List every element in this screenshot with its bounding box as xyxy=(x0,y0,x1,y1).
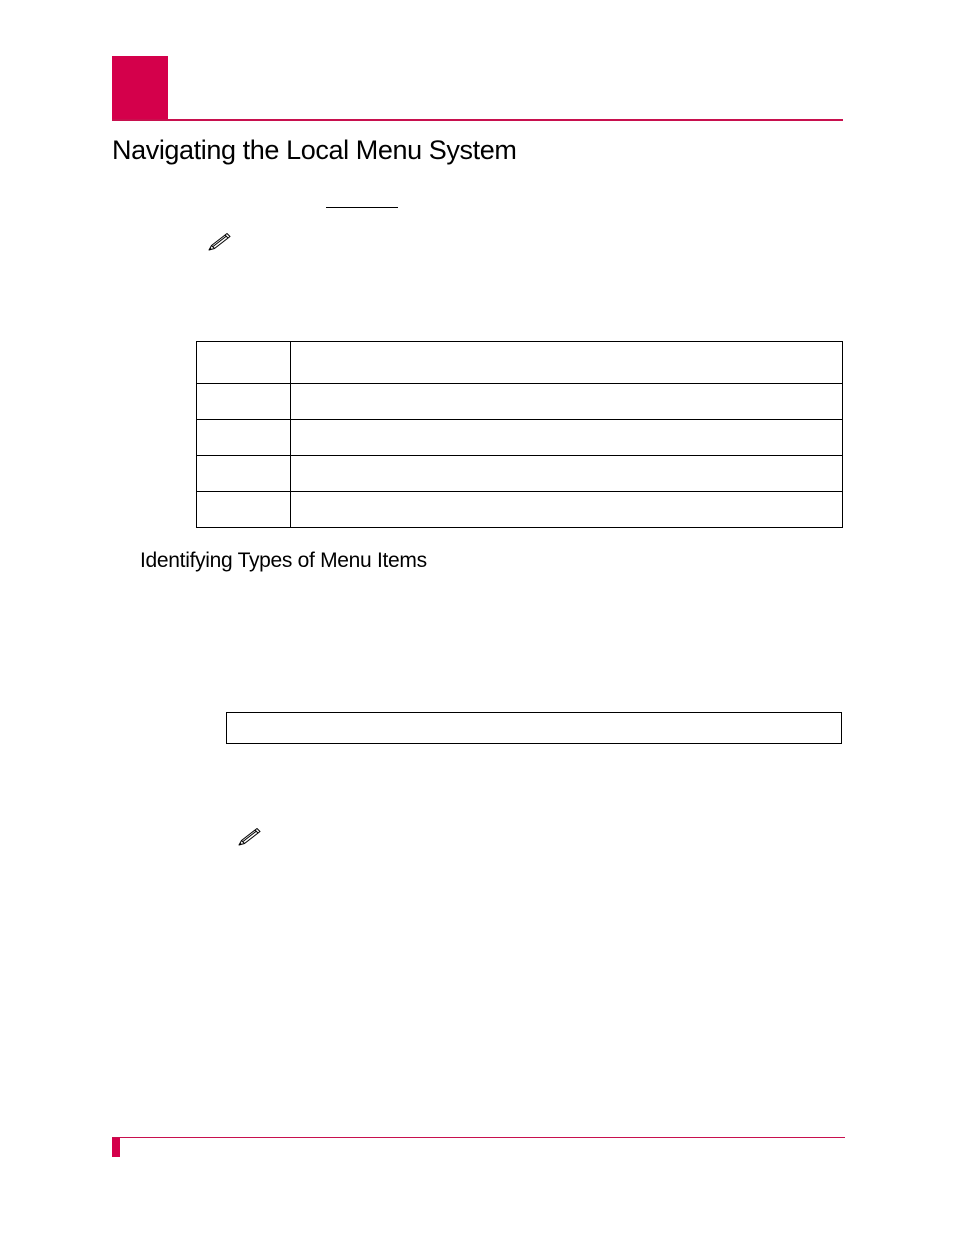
cross-reference-link[interactable] xyxy=(326,207,398,208)
table-row xyxy=(197,342,843,384)
table-cell xyxy=(197,492,291,528)
pencil-icon xyxy=(207,230,233,252)
table-cell xyxy=(291,456,843,492)
table-cell xyxy=(197,342,291,384)
menu-example-box xyxy=(226,712,842,744)
section-heading: Identifying Types of Menu Items xyxy=(140,549,427,572)
table-row xyxy=(197,420,843,456)
page-title: Navigating the Local Menu System xyxy=(112,135,517,165)
table-row xyxy=(197,456,843,492)
navigation-keys-table xyxy=(196,341,843,528)
table-row xyxy=(197,384,843,420)
footer-rule xyxy=(112,1137,845,1138)
header-rule xyxy=(112,119,843,121)
table-cell xyxy=(197,456,291,492)
table-cell xyxy=(291,384,843,420)
table-cell xyxy=(291,492,843,528)
table-cell xyxy=(197,420,291,456)
chapter-tab-block xyxy=(112,56,168,120)
table-cell xyxy=(197,384,291,420)
table-cell xyxy=(291,420,843,456)
pencil-icon xyxy=(237,825,263,847)
table-cell xyxy=(291,342,843,384)
table-row xyxy=(197,492,843,528)
footer-marker xyxy=(112,1138,120,1157)
